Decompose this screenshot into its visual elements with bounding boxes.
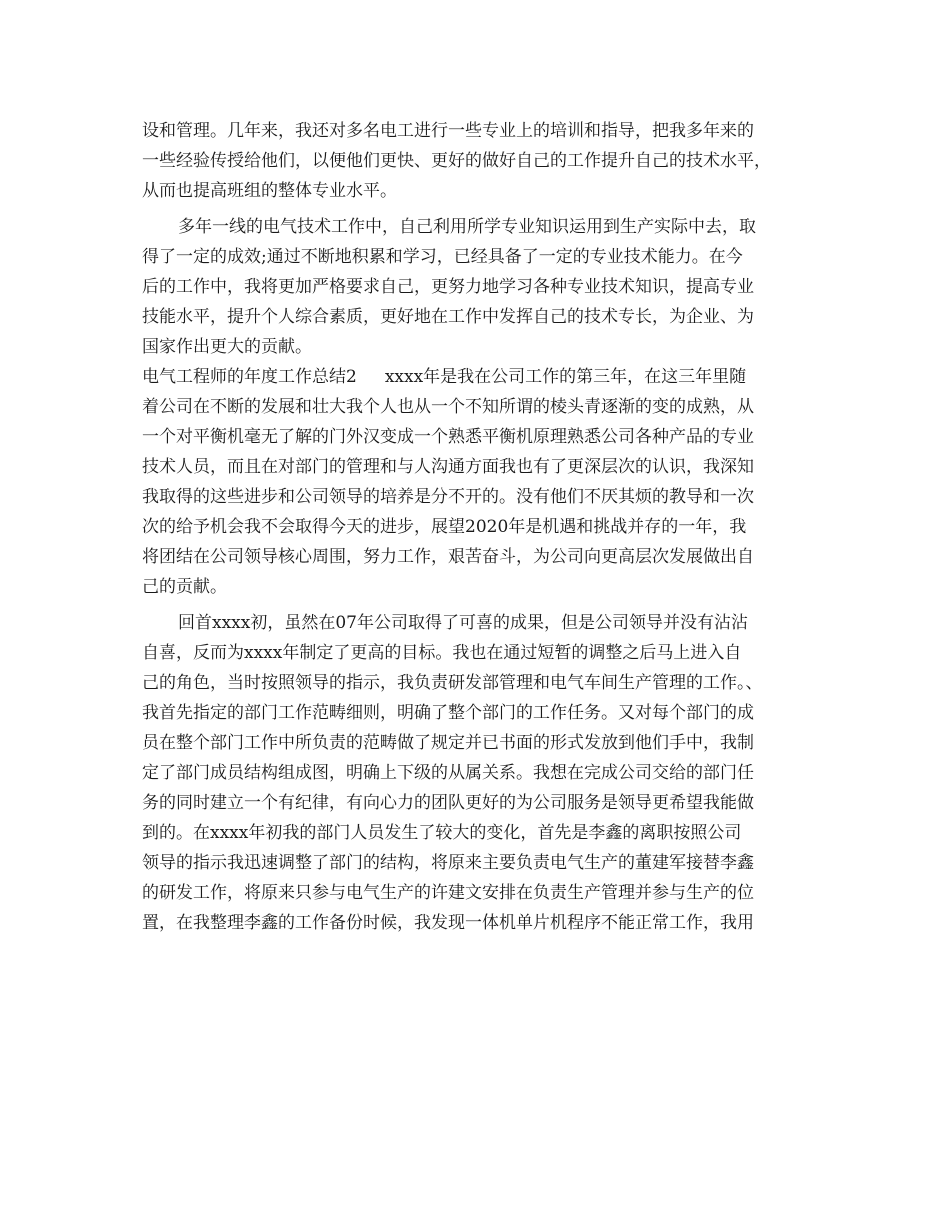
text-line: 将团结在公司领导核心周围，努力工作，艰苦奋斗，为公司向更高层次发展做出自 [142,547,754,567]
text-line: 一个对平衡机毫无了解的门外汉变成一个熟悉平衡机原理熟悉公司各种产品的专业 [142,427,754,447]
text-line: 国家作出更大的贡献。 [142,337,312,357]
text-line: 我首先指定的部门工作范畴细则，明确了整个部门的工作任务。又对每个部门的成 [142,703,754,723]
text-line: 回首xxxx初，虽然在07年公司取得了可喜的成果，但是公司领导并没有沾沾 [178,613,748,633]
text-line: 着公司在不断的发展和壮大我个人也从一个不知所谓的棱头青逐渐的变的成熟，从 [142,397,754,417]
text-line: 技能水平，提升个人综合素质，更好地在工作中发挥自己的技术专长，为企业、为 [142,307,754,327]
text-line: 我取得的这些进步和公司领导的培养是分不开的。没有他们不厌其烦的教导和一次 [142,487,754,507]
text-line: 员在整个部门工作中所负责的范畴做了规定并已书面的形式发放到他们手中，我制 [142,733,754,753]
section-heading: 电气工程师的年度工作总结2 [142,367,357,387]
text-line: 的研发工作，将原来只参与电气生产的许建文安排在负责生产管理并参与生产的位 [142,883,754,903]
text-line: 自喜，反而为xxxx年制定了更高的目标。我也在通过短暂的调整之后马上进入自 [142,643,742,663]
text-line: 技术人员，而且在对部门的管理和与人沟通方面我也有了更深层次的认识，我深知 [142,457,754,477]
text-line: 务的同时建立一个有纪律，有向心力的团队更好的为公司服务是领导更希望我能做 [142,793,754,813]
paragraph-4 [142,608,814,938]
paragraph-2 [142,212,814,362]
text-line: 一些经验传授给他们，以便他们更快、更好的做好自己的工作提升自己的技术水平， [142,151,771,171]
text-line: 多年一线的电气技术工作中，自己利用所学专业知识运用到生产实际中去，取 [178,217,756,237]
document-body [142,116,814,938]
paragraph-3 [142,362,814,602]
text-span: xxxx年是我在公司工作的第三年，在这三年里随 [384,367,747,387]
text-line [142,362,814,392]
text-line: 次的给予机会我不会取得今天的进步，展望2020年是机遇和挑战并存的一年，我 [142,517,747,537]
paragraph-1 [142,116,814,206]
text-line: 领导的指示我迅速调整了部门的结构，将原来主要负责电气生产的董建军接替李鑫 [142,853,754,873]
text-line: 定了部门成员结构组成图，明确上下级的从属关系。我想在完成公司交给的部门任 [142,763,754,783]
text-line: 得了一定的成效;通过不断地积累和学习，已经具备了一定的专业技术能力。在今 [142,247,743,267]
text-line: 置，在我整理李鑫的工作备份时候，我发现一体机单片机程序不能正常工作，我用 [142,913,754,933]
text-line: 设和管理。几年来，我还对多名电工进行一些专业上的培训和指导，把我多年来的 [142,121,754,141]
text-line: 到的。在xxxx年初我的部门人员发生了较大的变化，首先是李鑫的离职按照公司 [142,823,742,843]
text-line: 己的角色，当时按照领导的指示，我负责研发部管理和电气车间生产管理的工作。、 [142,673,763,693]
text-line: 从而也提高班组的整体专业水平。 [142,181,397,201]
text-line: 己的贡献。 [142,577,227,597]
text-line: 后的工作中，我将更加严格要求自己，更努力地学习各种专业技术知识，提高专业 [142,277,754,297]
